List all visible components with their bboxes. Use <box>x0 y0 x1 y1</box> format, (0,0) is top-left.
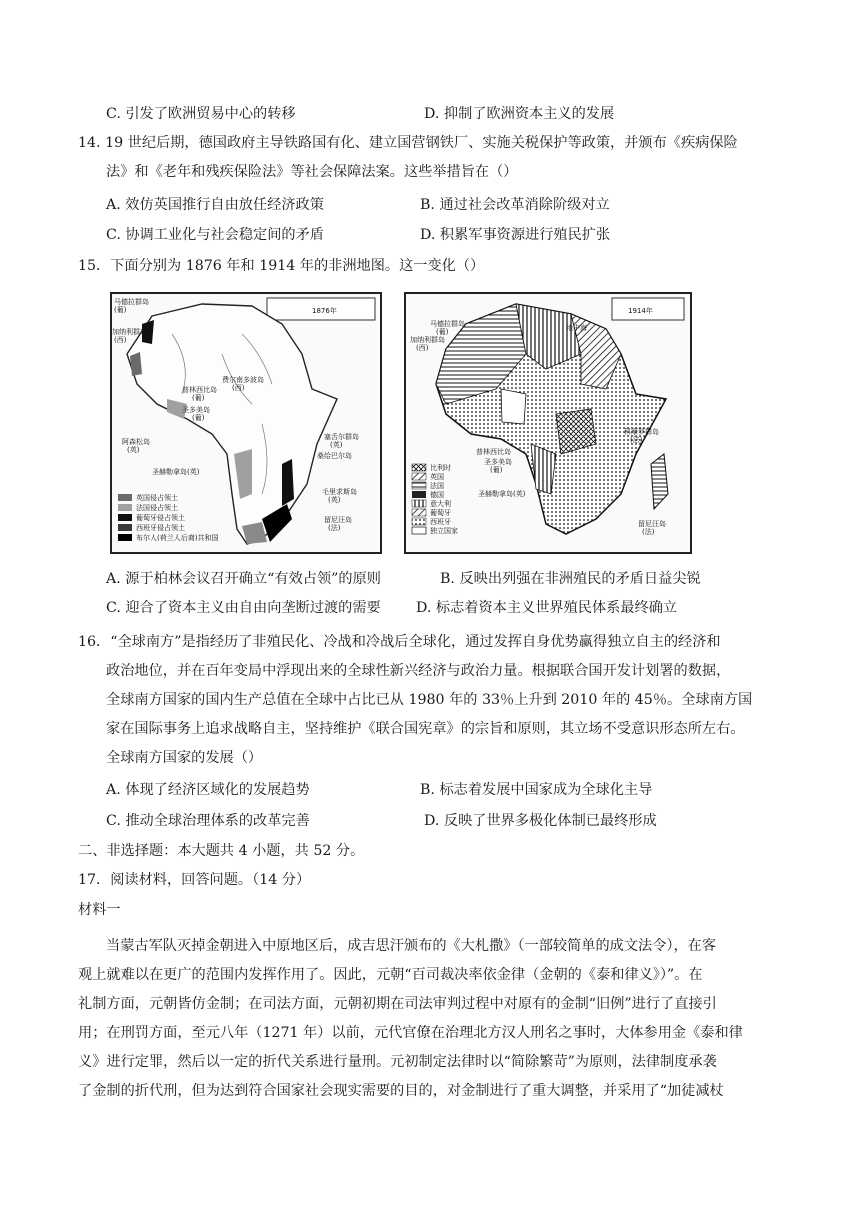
legend-1876-label-5: 布尔人(荷兰人后裔)共和国 <box>136 534 219 542</box>
q17-paragraph-line4: 用；在刑罚方面，至元八年（1271 年）以前，元代官僚在治理北方汉人刑名之事时，大体参用金《泰和律 <box>78 1025 743 1041</box>
legend-1914-label-1: 比利时 <box>430 464 451 472</box>
map-1876-label-zanzibar: 桑给巴尔岛 <box>317 452 352 460</box>
legend-1914-swatch-6 <box>412 509 426 516</box>
map-1876-label-ascension-sub: (英) <box>127 446 140 454</box>
map-1876-label-mauritius-sub: (英) <box>328 496 341 504</box>
legend-1914-label-2: 英国 <box>430 473 444 481</box>
legend-1876-swatch-5 <box>118 534 132 541</box>
q15-option-c: C. 迎合了资本主义由自由向垄断过渡的需要 <box>106 600 381 616</box>
q14-option-b: B. 通过社会改革消除阶级对立 <box>420 197 610 213</box>
legend-1914-swatch-4 <box>412 491 426 498</box>
q17-paragraph-line1: 当蒙古军队灭掉金朝进入中原地区后，成吉思汗颁布的《大札撒》（一部较简单的成文法令），在客 <box>106 938 717 954</box>
map-1914-label-canary: 加纳利群岛 <box>410 336 445 344</box>
q13-option-d: D. 抑制了欧洲资本主义的发展 <box>424 106 615 122</box>
map-1914-label-sao-tome: 圣多美岛 <box>484 458 512 466</box>
map-1914-label-madeira: 马德拉群岛 <box>430 320 465 328</box>
map-1914-independent <box>501 389 526 424</box>
map-1876-label-seychelles: 塞舌尔群岛 <box>324 433 359 441</box>
q14-option-c: C. 协调工业化与社会稳定间的矛盾 <box>106 227 324 243</box>
q16-line5: 全球南方国家的发展（） <box>106 750 263 766</box>
q17-paragraph-line6: 了金制的折代刑，但为达到符合国家社会现实需要的目的，对金制进行了重大调整，并采用了“加徒减杖 <box>78 1083 724 1099</box>
legend-1876-swatch-4 <box>118 524 132 531</box>
africa-map-1876-drawing <box>112 294 380 552</box>
map-1876-label-principe-sub: (西) <box>232 384 245 392</box>
legend-1876-swatch-1 <box>118 494 132 501</box>
map-1876-label-sao-tome-sub: (葡) <box>192 414 205 422</box>
map-1876-label-seychelles-sub: (英) <box>330 441 343 449</box>
legend-1876-label-3: 葡萄牙侵占领土 <box>136 514 185 522</box>
africa-map-1914 <box>404 292 692 554</box>
map-1914-label-canary-sub: (西) <box>416 344 429 352</box>
map-1876-label-madeira-sub: (葡) <box>114 306 127 314</box>
q16-line1: 16．“全球南方”是指经历了非殖民化、冷战和冷战后全球化，通过发挥自身优势赢得独立自主的经济和 <box>78 634 721 650</box>
legend-1914-label-7: 西班牙 <box>430 518 451 526</box>
q17-stem: 17．阅读材料，回答问题。（14 分） <box>78 872 311 888</box>
africa-map-1876 <box>110 292 382 554</box>
q15-stem: 15．下面分别为 1876 年和 1914 年的非洲地图。这一变化（） <box>78 258 485 274</box>
map-1914-label-reunion-sub: (法) <box>642 528 655 536</box>
legend-1914-swatch-7 <box>412 518 426 525</box>
q16-line4: 家在国际事务上追求战略自主，坚持维护《联合国宪章》的宗旨和原则，其立场不受意识形态所左右。 <box>106 721 745 737</box>
map-1876-label-canary: 加纳利群岛 <box>112 328 147 336</box>
africa-map-1914-drawing <box>406 294 690 552</box>
q15-option-d: D. 标志着资本主义世界殖民体系最终确立 <box>416 600 678 616</box>
q16-option-a: A. 体现了经济区域化的发展趋势 <box>106 782 310 798</box>
q15-option-a: A. 源于柏林会议召开确立“有效占领”的原则 <box>106 571 381 587</box>
legend-1914-swatch-5 <box>412 500 426 507</box>
map-1914-year: 1914年 <box>628 307 653 315</box>
q14-stem-line1: 14. 19 世纪后期，德国政府主导铁路国有化、建立国营钢铁厂、实施关税保护等政策，并颁布《疾病保险 <box>78 135 738 151</box>
q16-option-d: D. 反映了世界多极化体制已最终形成 <box>424 813 657 829</box>
legend-1914-label-3: 法国 <box>430 482 444 490</box>
map-1876-label-st-helena: 圣赫勒拿岛(英) <box>152 468 200 476</box>
map-1876-british-west <box>130 352 142 376</box>
map-1914-label-st-helena: 圣赫勒拿岛(英) <box>478 490 526 498</box>
q16-line3: 全球南方国家的国内生产总值在全球中占比已从 1980 年的 33％上升到 2010 年的 45％。全球南方国 <box>106 692 753 708</box>
map-1876-label-sao-tome-a: 普林西比岛 <box>182 386 217 394</box>
map-1876-label-principe: 费尔南多波岛 <box>222 376 264 384</box>
map-1876-mozambique <box>282 459 294 506</box>
map-1914-label-sao-tome-a: 普林西比岛 <box>476 448 511 456</box>
q13-option-c: C. 引发了欧洲贸易中心的转移 <box>106 106 296 122</box>
q15-option-b: B. 反映出列强在非洲殖民的矛盾日益尖锐 <box>440 571 701 587</box>
q16-option-b: B. 标志着发展中国家成为全球化主导 <box>420 782 653 798</box>
map-1876-label-mauritius: 毛里求斯岛 <box>322 488 357 496</box>
legend-1914-swatch-1 <box>412 464 426 471</box>
legend-1914-label-5: 意大利 <box>430 500 451 508</box>
legend-1876-swatch-2 <box>118 504 132 511</box>
map-1876-year: 1876年 <box>312 307 337 315</box>
map-1914-legend <box>412 463 458 535</box>
q17-paragraph-line5: 义》进行定罪，然后以一定的折代关系进行量刑。元初制定法律时以“简除繁苛”为原则，法律制度承袭 <box>78 1054 717 1070</box>
map-1876-label-madeira: 马德拉群岛 <box>114 298 149 306</box>
map-1876-label-sao-tome-a-sub: (葡) <box>192 394 205 402</box>
map-1914-madagascar <box>651 454 668 509</box>
legend-1914-swatch-3 <box>412 482 426 489</box>
map-1876-label-reunion-sub: (法) <box>328 524 341 532</box>
map-1914-label-sao-tome-sub: (葡) <box>490 466 503 474</box>
legend-1876-label-2: 法国侵占领土 <box>136 504 178 512</box>
q17-paragraph-line3: 礼制方面，元朝皆仿金制；在司法方面，元朝初期在司法审判过程中对原有的金制“旧例”进行了直接引 <box>78 996 717 1012</box>
map-1914-label-madeira-sub: (葡) <box>436 328 449 336</box>
map-1914-label-comoros: 科摩罗群岛 <box>624 428 659 436</box>
q16-option-c: C. 推动全球治理体系的改革完善 <box>106 813 310 829</box>
map-1876-legend <box>118 493 218 542</box>
q14-stem-line2: 法》和《老年和残疾保险法》等社会保障法案。这些举措旨在（） <box>106 164 518 180</box>
legend-1914-label-8: 独立国家 <box>430 527 458 535</box>
map-1876-label-reunion: 留尼汪岛 <box>324 516 352 524</box>
legend-1876-swatch-3 <box>118 514 132 521</box>
map-1914-label-med: 地中海 <box>566 324 587 332</box>
map-1876-label-ascension: 阿森松岛 <box>122 438 150 446</box>
map-1914-label-reunion: 留尼汪岛 <box>638 520 666 528</box>
legend-1914-label-4: 德国 <box>430 491 444 499</box>
q16-line2: 政治地位，并在百年变局中浮现出来的全球性新兴经济与政治力量。根据联合国开发计划署的数据， <box>106 663 731 679</box>
map-1876-label-sao-tome: 圣多美岛 <box>182 406 210 414</box>
map-1914-label-comoros-sub: (法) <box>630 436 643 444</box>
section-2-heading: 二、非选择题：本大题共 4 小题，共 52 分。 <box>78 843 365 859</box>
map-1876-label-canary-sub: (西) <box>114 336 127 344</box>
q17-material-title: 材料一 <box>78 902 121 918</box>
q17-paragraph-line2: 观上就难以在更广的范围内发挥作用了。因此，元朝“百司裁决率依金律（金朝的《泰和律义》）”。在 <box>78 967 703 983</box>
legend-1914-swatch-8 <box>412 527 426 534</box>
legend-1914-label-6: 葡萄牙 <box>430 509 451 517</box>
q14-option-a: A. 效仿英国推行自由放任经济政策 <box>106 197 324 213</box>
q14-option-d: D. 积累军事资源进行殖民扩张 <box>420 227 611 243</box>
legend-1914-swatch-2 <box>412 473 426 480</box>
legend-1876-label-4: 西班牙侵占领土 <box>136 524 185 532</box>
legend-1876-label-1: 英国侵占领土 <box>136 494 178 502</box>
